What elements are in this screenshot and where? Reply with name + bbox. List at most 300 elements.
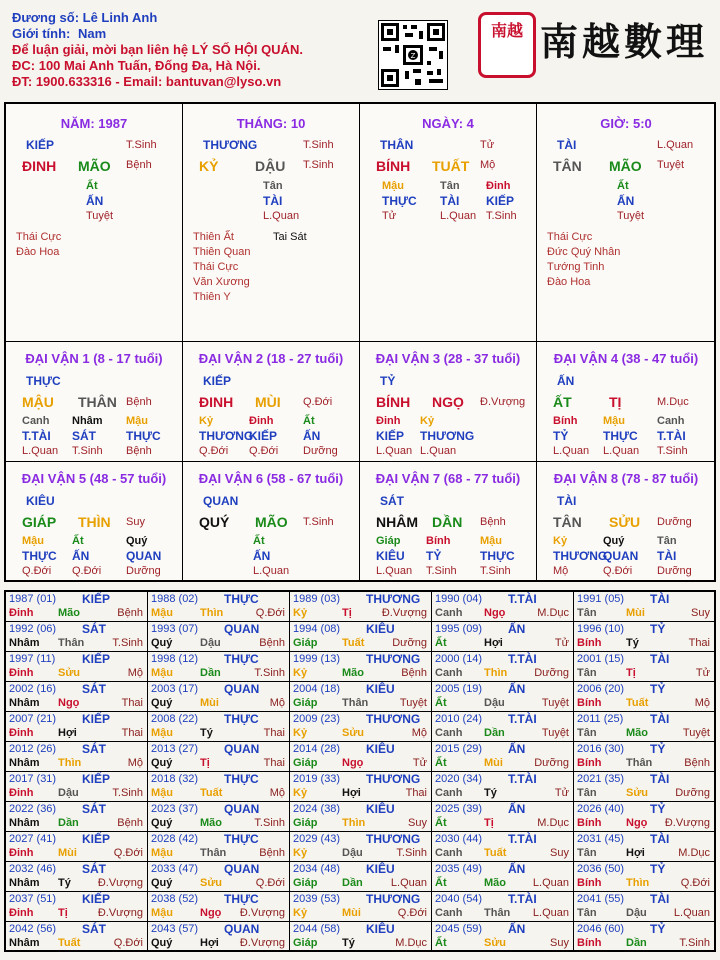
year-cell	[432, 832, 574, 862]
dai-van-status: Đ.Vượng	[480, 396, 526, 408]
pillar-status-mid: Bệnh	[126, 159, 152, 171]
year-branch: Thìn	[200, 607, 224, 619]
contact-invite: Để luận giải, mời bạn liên hệ LÝ SỐ HỘI QUÁN.	[12, 42, 303, 57]
year-stem: Ất	[435, 877, 447, 889]
year-branch: Dậu	[626, 907, 647, 919]
year-stem: Tân	[577, 667, 597, 679]
year-status: Q.Đới	[397, 907, 427, 919]
year-god: T.TÀI	[508, 832, 537, 846]
year-cell	[432, 592, 574, 622]
year-cell	[148, 772, 290, 802]
year-branch: Sửu	[58, 667, 81, 679]
year-stem: Bính	[577, 817, 602, 829]
hidden-god: QUAN	[126, 549, 162, 563]
pillar-status-mid: T.Sinh	[303, 159, 334, 171]
year-status: Suy	[550, 847, 569, 859]
hidden-stem: Ất	[72, 535, 84, 547]
year-stem: Nhâm	[9, 937, 40, 949]
dai-van-branch: THÌN	[78, 514, 111, 530]
year-status: Mộ	[411, 727, 427, 739]
hidden-status: Q.Đới	[22, 565, 52, 577]
year-branch: Dần	[58, 817, 79, 829]
year-stem: Ất	[435, 637, 447, 649]
year-status: Suy	[691, 607, 710, 619]
year-stem: Canh	[435, 907, 463, 919]
hidden-god: TỶ	[553, 429, 569, 443]
year-god: T.TÀI	[508, 652, 537, 666]
year-status: Bệnh	[259, 637, 285, 649]
year-branch: Thân	[58, 637, 85, 649]
pillar-note: Tướng Tinh	[547, 261, 605, 273]
year-branch: Mùi	[626, 607, 645, 619]
year-cell	[432, 652, 574, 682]
year-cell	[148, 712, 290, 742]
year-branch: Mùi	[58, 847, 77, 859]
year-branch: Dậu	[200, 637, 221, 649]
year-stem: Kỷ	[293, 907, 308, 919]
year-stem: Tân	[577, 787, 597, 799]
year-stem: Quý	[151, 817, 173, 829]
dai-van-status: Suy	[126, 516, 145, 528]
hidden-stem: Mậu	[480, 535, 502, 547]
dai-van-stem: NHÂM	[376, 514, 418, 530]
year-branch: Tý	[626, 637, 639, 649]
hidden-god: ẤN	[617, 194, 635, 208]
year-stem: Giáp	[293, 757, 318, 769]
year-cell	[574, 892, 714, 922]
year-stem: Giáp	[293, 937, 318, 949]
year-god: THỰC	[224, 712, 259, 726]
year-cell	[290, 892, 432, 922]
year-status: Thai	[121, 727, 143, 739]
gender-line	[12, 26, 372, 42]
year-label: 2011 (25)	[577, 713, 624, 725]
year-god: ẤN	[508, 862, 526, 876]
hidden-stem: Quý	[603, 535, 625, 547]
pillar-stem: ĐINH	[22, 158, 57, 174]
year-label: 2045 (59)	[435, 923, 483, 935]
year-label: 1987 (01)	[9, 593, 57, 605]
year-label: 2028 (42)	[151, 833, 199, 845]
dai-van-heading: ĐẠI VẬN 7 (68 - 77 tuổi)	[375, 471, 521, 486]
year-branch: Dậu	[484, 697, 505, 709]
year-god: ẤN	[508, 682, 526, 696]
hidden-stem: Tân	[263, 180, 283, 192]
year-status: Suy	[550, 937, 569, 949]
year-stem: Mậu	[151, 607, 173, 619]
year-god: KIÊU	[366, 922, 395, 936]
year-cell	[148, 742, 290, 772]
year-branch: Hợi	[342, 787, 361, 799]
year-stem: Mậu	[151, 727, 173, 739]
dai-van-branch: MÃO	[255, 514, 288, 530]
year-status: Q.Đới	[113, 847, 143, 859]
year-status: L.Quan	[532, 877, 569, 889]
year-label: 2001 (15)	[577, 653, 625, 665]
dai-van-stem: MẬU	[22, 394, 54, 410]
year-cell	[432, 772, 574, 802]
year-god: QUAN	[224, 862, 260, 876]
hidden-stem: Đinh	[486, 180, 511, 192]
hidden-status: L.Quan	[553, 445, 590, 457]
gender-value: Nam	[77, 26, 107, 41]
seal-text: 南越	[490, 21, 523, 40]
year-god: TÀI	[650, 772, 670, 786]
dai-van-stem: ĐINH	[199, 394, 234, 410]
year-label: 2025 (39)	[435, 803, 483, 815]
year-cell	[290, 772, 432, 802]
year-label: 2004 (18)	[293, 683, 341, 695]
year-cell	[574, 622, 714, 652]
year-label: 2016 (30)	[577, 743, 625, 755]
year-god: QUAN	[224, 682, 260, 696]
year-status: Mộ	[127, 667, 143, 679]
hidden-status: T.Sinh	[480, 565, 511, 577]
year-label: 2002 (16)	[9, 683, 57, 695]
year-label: 2012 (26)	[9, 743, 57, 755]
year-branch: Sửu	[626, 787, 649, 799]
year-status: Thai	[263, 727, 285, 739]
year-branch: Tị	[484, 817, 494, 829]
year-god: THƯƠNG	[366, 832, 421, 846]
year-status: L.Quan	[532, 907, 569, 919]
year-cell	[432, 922, 574, 952]
hidden-god: TÀI	[440, 194, 460, 208]
year-status: Dưỡng	[675, 787, 710, 799]
hidden-status: L.Quan	[440, 210, 477, 222]
year-stem: Quý	[151, 637, 173, 649]
year-status: M.Dục	[678, 847, 710, 859]
qr-code-icon	[378, 20, 448, 90]
year-branch: Mùi	[484, 757, 503, 769]
year-cell	[6, 682, 148, 712]
year-status: M.Dục	[537, 607, 569, 619]
year-branch: Tị	[342, 607, 352, 619]
year-branch: Thân	[200, 847, 227, 859]
dai-van-cell	[360, 342, 537, 462]
year-label: 2015 (29)	[435, 743, 483, 755]
year-cell	[6, 622, 148, 652]
year-stem: Đinh	[9, 667, 34, 679]
year-stem: Bính	[577, 697, 602, 709]
year-label: 2010 (24)	[435, 713, 483, 725]
year-status: Mộ	[269, 787, 285, 799]
year-god: THƯƠNG	[366, 772, 421, 786]
dai-van-cell	[6, 462, 183, 582]
year-label: 2044 (58)	[293, 923, 341, 935]
hidden-status: T.Sinh	[657, 445, 688, 457]
year-stem: Đinh	[9, 607, 34, 619]
hidden-status: Q.Đới	[603, 565, 633, 577]
dai-van-status: Dưỡng	[657, 516, 692, 528]
hidden-status: T.Sinh	[426, 565, 457, 577]
year-stem: Canh	[435, 847, 463, 859]
year-cell	[290, 592, 432, 622]
dai-van-stem: BÍNH	[376, 394, 411, 410]
year-stem: Kỷ	[293, 847, 308, 859]
hidden-god: KIẾP	[376, 429, 405, 443]
dai-van-god: TỶ	[380, 374, 396, 388]
year-label: 2024 (38)	[293, 803, 341, 815]
year-label: 1990 (04)	[435, 593, 483, 605]
year-cell	[574, 922, 714, 952]
pillar-stem: BÍNH	[376, 158, 411, 174]
year-god: T.TÀI	[508, 892, 537, 906]
year-status: Mộ	[127, 757, 143, 769]
year-status: Tử	[412, 757, 427, 769]
year-branch: Tuất	[484, 847, 507, 859]
year-branch: Hợi	[58, 727, 77, 739]
year-branch: Tị	[58, 907, 68, 919]
year-cell	[6, 922, 148, 952]
year-label: 2039 (53)	[293, 893, 341, 905]
hidden-status: L.Quan	[603, 445, 640, 457]
year-label: 1998 (12)	[151, 653, 199, 665]
dai-van-god: ẤN	[557, 374, 575, 388]
year-cell	[148, 652, 290, 682]
year-cell	[148, 862, 290, 892]
year-cell	[290, 742, 432, 772]
year-branch: Mão	[626, 727, 648, 739]
hidden-god: ẤN	[72, 549, 90, 563]
hidden-god: THƯƠNG	[199, 429, 254, 443]
pillar-heading: GIỜ: 5:0	[600, 116, 652, 131]
year-cell	[148, 592, 290, 622]
year-cell	[290, 862, 432, 892]
hidden-status: Bệnh	[126, 445, 152, 457]
dai-van-stem: QUÝ	[199, 514, 230, 530]
year-branch: Tuất	[342, 637, 365, 649]
hidden-god: THỰC	[603, 429, 638, 443]
hidden-status: Dưỡng	[303, 445, 338, 457]
year-stem: Tân	[577, 607, 597, 619]
year-cell	[6, 712, 148, 742]
contact-phone-email: ĐT: 1900.633316 - Email: bantuvan@lyso.vn	[12, 74, 282, 89]
year-label: 1994 (08)	[293, 623, 341, 635]
year-cell	[148, 682, 290, 712]
year-god: THƯƠNG	[366, 892, 421, 906]
year-label: 2013 (27)	[151, 743, 199, 755]
year-label: 1996 (10)	[577, 623, 625, 635]
year-stem: Đinh	[9, 727, 34, 739]
dai-van-cell	[537, 462, 715, 582]
year-status: Tử	[554, 787, 569, 799]
year-stem: Quý	[151, 697, 173, 709]
year-god: THỰC	[224, 652, 259, 666]
dai-van-heading: ĐẠI VẬN 8 (78 - 87 tuổi)	[553, 471, 699, 486]
year-god: THƯƠNG	[366, 712, 421, 726]
hidden-status: T.Sinh	[486, 210, 517, 222]
pillar-note: Thái Cực	[16, 231, 62, 243]
year-branch: Hợi	[200, 937, 219, 949]
year-branch: Hợi	[626, 847, 645, 859]
year-cell	[148, 622, 290, 652]
year-stem: Đinh	[9, 787, 34, 799]
year-stem: Bính	[577, 757, 602, 769]
year-branch: Thân	[484, 907, 511, 919]
year-status: L.Quan	[673, 907, 710, 919]
hidden-status: Dưỡng	[657, 565, 692, 577]
pillar-god-stem: TÀI	[557, 138, 577, 152]
year-status: Đ.Vượng	[239, 907, 285, 919]
year-status: Bệnh	[684, 757, 710, 769]
year-stem: Nhâm	[9, 877, 40, 889]
pillar-god-stem: THÂN	[380, 138, 414, 152]
year-branch: Dần	[200, 667, 221, 679]
dai-van-cell	[6, 342, 183, 462]
pillar-cell	[183, 104, 360, 342]
hidden-stem: Ất	[253, 535, 265, 547]
year-status: Tuyệt	[541, 697, 569, 709]
year-cell	[432, 742, 574, 772]
year-branch: Dần	[626, 937, 647, 949]
year-stem: Bính	[577, 637, 602, 649]
hidden-stem: Tân	[657, 535, 677, 547]
year-cell	[432, 802, 574, 832]
year-status: Bệnh	[117, 607, 143, 619]
pillar-note: Thái Cực	[193, 261, 239, 273]
year-god: SÁT	[82, 862, 106, 876]
year-status: Q.Đới	[113, 937, 143, 949]
dai-van-heading: ĐẠI VẬN 3 (28 - 37 tuổi)	[375, 351, 521, 366]
dai-van-cell	[183, 342, 360, 462]
year-branch: Thìn	[484, 667, 508, 679]
year-stem: Canh	[435, 607, 463, 619]
year-god: T.TÀI	[508, 712, 537, 726]
dai-van-branch: SỬU	[609, 514, 641, 530]
year-cell	[290, 712, 432, 742]
year-label: 2023 (37)	[151, 803, 199, 815]
year-god: KIẾP	[82, 652, 111, 666]
year-god: THỰC	[224, 832, 259, 846]
year-label: 2032 (46)	[9, 863, 57, 875]
year-cell	[148, 922, 290, 952]
pillar-heading: NGÀY: 4	[422, 116, 474, 131]
year-god: TÀI	[650, 832, 670, 846]
year-stem: Quý	[151, 937, 173, 949]
hidden-stem: Ất	[617, 180, 629, 192]
hidden-status: Mộ	[553, 565, 569, 577]
year-stem: Tân	[577, 907, 597, 919]
pillar-note: Đức Quý Nhân	[547, 246, 621, 258]
year-stem: Mậu	[151, 667, 173, 679]
dai-van-status: T.Sinh	[303, 516, 334, 528]
year-label: 1989 (03)	[293, 593, 341, 605]
chart-header	[12, 10, 372, 90]
year-cell	[574, 832, 714, 862]
year-god: SÁT	[82, 682, 106, 696]
year-status: Tuyệt	[541, 727, 569, 739]
year-branch: Tý	[342, 937, 355, 949]
dai-van-branch: MÙI	[255, 394, 281, 410]
hidden-stem: Tân	[440, 180, 460, 192]
year-cell	[432, 712, 574, 742]
year-branch: Tị	[200, 757, 210, 769]
year-stem: Tân	[577, 847, 597, 859]
year-cell	[574, 592, 714, 622]
year-cell	[574, 742, 714, 772]
year-branch: Dần	[484, 727, 505, 739]
year-god: THỰC	[224, 892, 259, 906]
year-god: T.TÀI	[508, 772, 537, 786]
hidden-status: L.Quan	[376, 445, 413, 457]
year-stem: Bính	[577, 877, 602, 889]
year-label: 2020 (34)	[435, 773, 483, 785]
dai-van-cell	[537, 342, 715, 462]
year-god: KIẾP	[82, 772, 111, 786]
year-branch: Tuất	[626, 697, 649, 709]
year-god: TỶ	[650, 862, 666, 876]
year-label: 2022 (36)	[9, 803, 57, 815]
pillar-status-top: L.Quan	[657, 139, 694, 151]
year-cell	[290, 802, 432, 832]
year-branch: Tý	[58, 877, 71, 889]
year-status: Tử	[554, 637, 569, 649]
year-label: 2029 (43)	[293, 833, 341, 845]
hidden-stem: Canh	[657, 415, 685, 427]
hidden-status: Tử	[382, 210, 397, 222]
year-god: ẤN	[508, 922, 526, 936]
year-cell	[432, 862, 574, 892]
dai-van-god: THỰC	[26, 374, 61, 388]
pillar-heading: THÁNG: 10	[236, 116, 306, 131]
year-cell	[574, 802, 714, 832]
year-status: Thai	[121, 697, 143, 709]
year-label: 2006 (20)	[577, 683, 625, 695]
year-branch: Mão	[58, 607, 80, 619]
year-branch: Tý	[484, 787, 497, 799]
hidden-god: SÁT	[72, 429, 96, 443]
pillar-branch: MÃO	[78, 158, 111, 174]
pillar-god-stem: KIẾP	[26, 138, 55, 152]
year-stem: Mậu	[151, 907, 173, 919]
hidden-status: Tuyệt	[617, 210, 645, 222]
hidden-stem: Mậu	[382, 180, 404, 192]
hidden-stem: Bính	[426, 535, 451, 547]
year-label: 2005 (19)	[435, 683, 483, 695]
year-cell	[432, 682, 574, 712]
pillar-note-right: Tai Sát	[273, 231, 307, 243]
hidden-status: Q.Đới	[199, 445, 229, 457]
year-god: THỰC	[224, 772, 259, 786]
year-branch: Thân	[342, 697, 369, 709]
year-cell	[290, 922, 432, 952]
year-stem: Kỷ	[293, 607, 308, 619]
year-god: TÀI	[650, 652, 670, 666]
year-stem: Mậu	[151, 847, 173, 859]
year-god: KIÊU	[366, 862, 395, 876]
calligraphy-title: 南越數理	[540, 19, 709, 64]
year-stem: Mậu	[151, 787, 173, 799]
hidden-god: KIẾP	[486, 194, 515, 208]
year-label: 2021 (35)	[577, 773, 625, 785]
year-status: Bệnh	[401, 667, 427, 679]
year-cell	[6, 832, 148, 862]
hidden-god: KIÊU	[376, 549, 405, 563]
year-branch: Thìn	[626, 877, 650, 889]
hidden-stem: Kỷ	[553, 535, 568, 547]
year-stem: Ất	[435, 697, 447, 709]
pillar-status-top: T.Sinh	[303, 139, 334, 151]
year-status: L.Quan	[390, 877, 427, 889]
year-status: Thai	[405, 787, 427, 799]
pillar-note: Thiên Y	[193, 291, 231, 303]
year-branch: Ngọ	[626, 817, 648, 829]
hidden-status: Q.Đới	[72, 565, 102, 577]
year-branch: Sửu	[484, 937, 507, 949]
pillar-status-top: Tử	[480, 139, 495, 151]
year-branch: Tị	[626, 667, 636, 679]
